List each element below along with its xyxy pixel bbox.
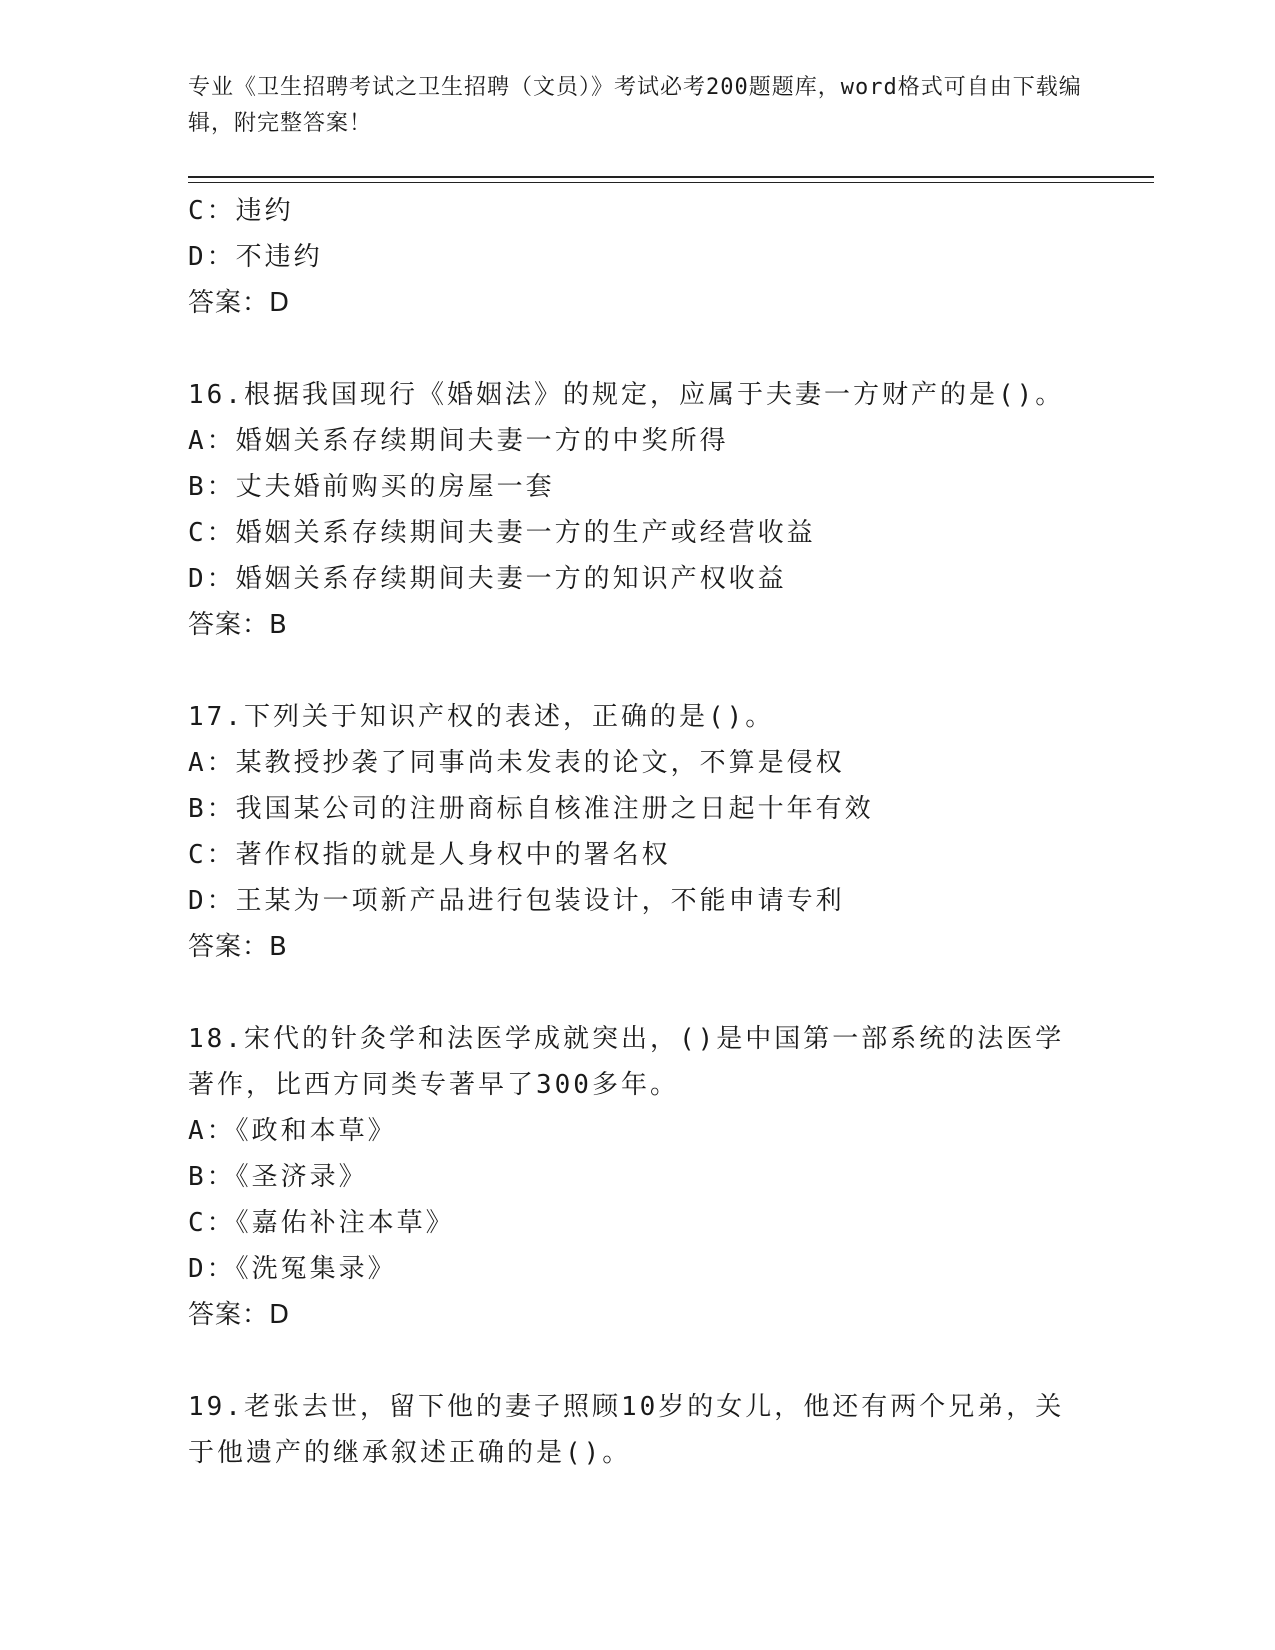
option-line: C：著作权指的就是人身权中的署名权 bbox=[188, 840, 671, 870]
question-16 bbox=[188, 372, 1148, 648]
option-line: D：王某为一项新产品进行包装设计，不能申请专利 bbox=[188, 886, 845, 916]
option-line: D：婚姻关系存续期间夫妻一方的知识产权收益 bbox=[188, 564, 787, 594]
header-rule-thin bbox=[188, 182, 1154, 183]
option-line: C：违约 bbox=[188, 196, 294, 226]
header-rule-thick bbox=[188, 176, 1154, 178]
option-line: C：婚姻关系存续期间夫妻一方的生产或经营收益 bbox=[188, 518, 816, 548]
option-line: D：《洗冤集录》 bbox=[188, 1254, 397, 1284]
question-stem: 17.下列关于知识产权的表述，正确的是()。 bbox=[188, 702, 775, 732]
option-line: A：婚姻关系存续期间夫妻一方的中奖所得 bbox=[188, 426, 729, 456]
question-17 bbox=[188, 694, 1148, 970]
document-header: 专业《卫生招聘考试之卫生招聘（文员）》考试必考200题题库，word格式可自由下载编辑，附完整答案！ bbox=[188, 75, 1082, 136]
answer-line: 答案：D bbox=[188, 1300, 291, 1330]
question-15-tail bbox=[188, 188, 1148, 326]
question-stem: 18.宋代的针灸学和法医学成就突出，()是中国第一部系统的法医学著作，比西方同类专著早了300多年。 bbox=[188, 1024, 1065, 1100]
question-stem: 19.老张去世，留下他的妻子照顾10岁的女儿，他还有两个兄弟，关于他遗产的继承叙述正确的是()。 bbox=[188, 1392, 1065, 1468]
option-line: A：某教授抄袭了同事尚未发表的论文，不算是侵权 bbox=[188, 748, 845, 778]
question-18 bbox=[188, 1016, 1148, 1338]
option-line: C：《嘉佑补注本草》 bbox=[188, 1208, 455, 1238]
answer-line: 答案：B bbox=[188, 932, 288, 962]
question-stem: 16.根据我国现行《婚姻法》的规定，应属于夫妻一方财产的是()。 bbox=[188, 380, 1065, 410]
option-line: B：《圣济录》 bbox=[188, 1162, 368, 1192]
option-line: B：我国某公司的注册商标自核准注册之日起十年有效 bbox=[188, 794, 874, 824]
option-line: B：丈夫婚前购买的房屋一套 bbox=[188, 472, 555, 502]
answer-line: 答案：D bbox=[188, 288, 291, 318]
option-line: A：《政和本草》 bbox=[188, 1116, 397, 1146]
question-list bbox=[188, 188, 1148, 1476]
question-19 bbox=[188, 1384, 1148, 1476]
option-line: D：不违约 bbox=[188, 242, 323, 272]
answer-line: 答案：B bbox=[188, 610, 288, 640]
